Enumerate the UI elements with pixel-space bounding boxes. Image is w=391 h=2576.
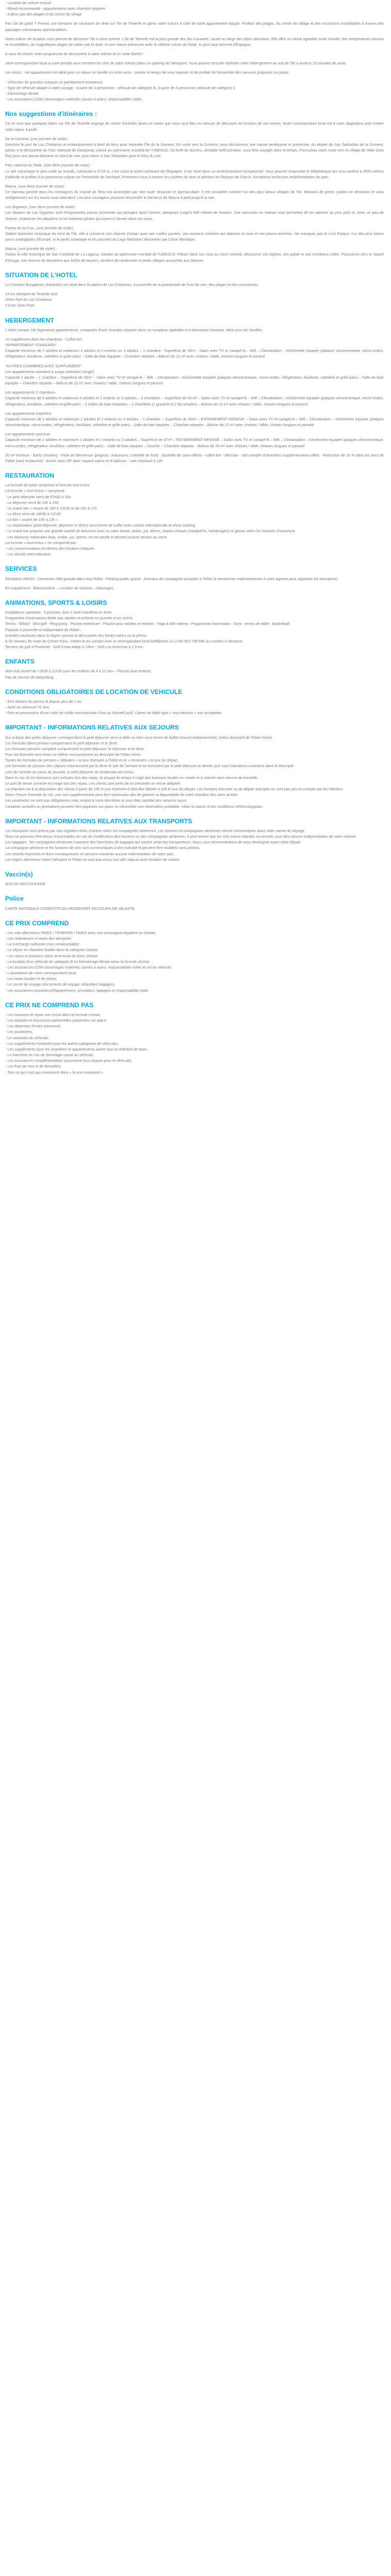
section-title: CONDITIONS OBLIGATOIRES DE LOCATION DE VEHICULE [5, 688, 183, 696]
restauration-line: - Le dîner servi de 18h30 à 21h30 [5, 512, 61, 516]
important-line: Lors de l'arrivée en cours de journée, le petit déjeuner du lendemain est inclus. [5, 769, 135, 774]
prix-ne-comprend-section [5, 1002, 384, 1075]
prix-line: - Tout ce qui n'est pas mentionné dans « le prix comprend ». [5, 1070, 104, 1075]
hebergement-paragraph: Capacité 1 adulte – 1 chambre – Superficie de 35m² – Salon avec TV et canapé-lit – Wifi – Climatisation – Kitchenette équipée (plaques vitrocéramique, micro-ondes, réfrigérateur, bouilloire, cafetière et grille-pain) – Salle de bain équipée – Chambre séparée – Balcon de 12 m² avec chaises / table, chaises longues et parasol [5, 375, 384, 386]
prix-line: - Les dépenses d'ordre personnel, [5, 1024, 61, 1029]
prix-line: - Les boissons et repas non inclus dans la formule choisie, [5, 1012, 102, 1017]
animations-line: Terrains de golf à Proximité : Golf Costa Adeje à 12km - Golf Las Americas à 1,9 km. [5, 645, 144, 649]
hebergement-paragraph: 20 m² terrasse - Early checking - Pack de bienvenue (peignoir, chaussons, corbeille de fruit) - bouteille de cava offerte - coffre-fort - Mini-bar - Set complet d'amenities supplémentaires offert - Réduction de 10 % dans les bars de l'hôtel (sauf restaurant) - Accès sans VIP avec espace calme et lit balinais - Late checkout à 12h [5, 452, 384, 463]
itinerary-section [5, 110, 384, 263]
hebergement-section [5, 317, 384, 464]
important-line: Dans le cas où les boissons sont incluses lors des repas, la plupart du temps il s'agit des boissons locales en carafe et à volonté sans service de bouteille. [5, 775, 258, 780]
itinerary-paragraph: Station balnéaire historique du nord de l'île, elle a conservé son charme d'antan avec ses ruelles pavées, ses maisons colorées aux balcons en bois et ses places animées. Ne manquez pas le Loro Parque, l'un des plus beaux parcs zoologiques d'Europe, ni le jardin botanique et les piscines du Lago Martiánez dessinées par César Manrique. [5, 231, 384, 242]
hebergement-line: *APPARTEMENT STANDARD* [5, 343, 57, 348]
restauration-line: La formule « tout inclus » ne comprend pas : [5, 540, 78, 545]
prix-line: - Le carnet de voyage (documents de voyage, étiquettes bagages), [5, 982, 116, 987]
prix-line: - L'assistance de notre correspondant local, [5, 971, 77, 976]
intro-feature: - Kilométrage illimité [5, 91, 39, 96]
intro-list-item: - Location de voiture incluse [5, 1, 52, 5]
itinerary-heading: Los Gigantes, (une demi journée de visite) : [5, 205, 77, 210]
itinerary-paragraph: Direction le port de Los Cristianos et embarquement à bord du ferry pour rejoindre l'île de la Gomera. En route vers la Gomera, vous découvrirez une nature verdoyante et préservée. Au départ de San Sebastián de la Gomera, partez à la découverte du Parc National de Garajonay, classé au patrimoine mondial de l'UNESCO. Sa forêt de lauriers, véritable forêt primaire, vous fera voyager dans le temps. Poursuivez votre route vers le village de Valle Gran Rey pour une pause déjeuner en bord de mer, puis retour à San Sebastián pour le ferry du soir. [5, 142, 384, 159]
section-title: IMPORTANT - INFORMATIONS RELATIVES AUX SEJOURS [5, 724, 179, 732]
intro-list-item: - Réveil récommandé - Appartements avec chambre séparée [5, 6, 106, 11]
itinerary-heading: Parc national du Teide, (une demi journée de visite) : [5, 163, 92, 168]
intro-feature: - Les assurances CDW (dommages matériels causés à autrui, responsabilité civile) [5, 97, 142, 102]
location-distance: 200m Port de Los Cristianos [5, 297, 52, 302]
animations-line: Tennis - Billard - Mini-golf - Ping-pong - Piscine extérieure - Piscine pour adultes et enfants - Yoga à 500 mètres - Programme d'animation - Gym - tennis de table - Basketball [5, 621, 290, 626]
intro-list [5, 0, 384, 17]
section-title: Police [5, 895, 24, 903]
itinerary-paragraph: Les falaises de Los Gigantes sont d'imposantes parois rocheuses qui plongent dans l'océan, atteignant jusqu'à 600 mètres de hauteur. Une excursion en bateau vous permettra de les admirer au plus près et, avec un peu de chance, d'observer les dauphins et les baleines pilotes qui vivent à l'année dans ces eaux. [5, 210, 384, 221]
restauration-line: - Le bar « ouvert de 10h à 23h » [5, 517, 58, 522]
hebergement-line: Les appartements supérieur [5, 411, 52, 416]
enfants-line: Mini-club ouvert de 13h30 à 21h30 pour les enfants de 4 à 12 ans – Piscine pour enfants. [5, 669, 152, 674]
section-title: IMPORTANT - INFORMATIONS RELATIVES AUX TRANSPORTS [5, 817, 192, 825]
itinerary-heading: De la Gomera, (une journée de visite) : [5, 136, 69, 141]
prix-line: - Les suppléments éventuels pour les autres catégories de véhicules, [5, 1041, 119, 1046]
services-paragraph: Réception 24h/24 - Connexion Wifi gratuite dans tout l'hôtel - Parking public gratuit - Animaux de compagnie acceptés à l'hôtel (à mentionner impérativement à votre agence pour organiser les transports). [5, 576, 338, 581]
hebergement-line: Les appartements 2 chambres [5, 390, 56, 395]
itinerary-paragraph: Visitez la ville historique de San Cristóbal de La Laguna, classée au patrimoine mondial de l'UNESCO. Flânez dans ses rues au tracé colonial, découvrez ses églises, ses palais et ses nombreux cafés. Poursuivez vers le massif d'Anaga, une réserve de biosphère aux forêts de lauriers, sentiers de randonnée et petits villages accrochés aux falaises. [5, 252, 384, 263]
location-paragraph: Le Chiclaire Bungalows (Adrianka) est situé dans la station de Los Cristianos, à proximité de la promenade de front de mer, des plages et des commerces. [5, 282, 259, 287]
important-line: Les trajets aller/retour entre l'aéroport et l'hôtel ne sont pas inclus lors des séjours avec location de voiture. [5, 857, 181, 862]
intro-paragraph: Notre voiture de location vous permet de découvrir l'île à votre rythme. L'île de Tenerife est la plus grande des îles Canaries, située au large des côtes africaines. Elle offre un climat agréable toute l'année, des températures douces et ensoleillées, de magnifiques plages de sable noir et doré, et une nature préservée avec le célèbre volcan du Teide, le plus haut sommet d'Espagne. [5, 36, 384, 47]
prix-line: - Les activités et excursions optionnelles proposées sur place, [5, 1018, 107, 1023]
prix-line: - Les assurances CDW (dommages matériels causés à autrui, responsabilité civile) et vol du véhicule, [5, 964, 172, 970]
itinerary-paragraph: Ce hameau perché dans les montagnes du massif de Teno est accessible par une route sinueuse et spectaculaire. Il est considéré comme l'un des plus beaux villages de l'île. Maisons de pierre, jardins en terrasses et vues vertigineuses sur les ravins vous attendent. Les plus courageux pourront descendre le barranco de Masca à pied jusqu'à la mer. [5, 190, 384, 200]
section-title: CE PRIX NE COMPREND PAS [5, 1001, 94, 1009]
section-title: ANIMATIONS, SPORTS & LOISIRS [5, 599, 107, 606]
itinerary-paragraph: Ce ne sont que quelques idées car l'île de Tenerife regorge de centre d'intérêts divers et variés que vous seul êtes en mesure de découvrir en fonction de vos envies. Notre correspondant local est à votre disposition pour mettre votre séjour à profit. [5, 121, 384, 132]
conditions-section [5, 688, 384, 716]
intro-section [5, 21, 384, 102]
prix-line: - Les suppléments pour les chambres et appartements autres que la chambre de base, [5, 1046, 148, 1052]
hebergement-paragraph: Capacité minimum de 2 adultes et maximum 2 adultes et 2 enfants ou 3 adultes – Superficie de 37m² – ENTIEREMENT RENOVE – Salon avec TV et canapé-lit – Wifi – Climatisation – Kitchenette équipée (plaques vitrocéramique, micro-ondes, réfrigérateur, bouilloire, cafetière et grille-pain) – Salle de bain équipée – Douche – Chambre séparée – Balcon de 20 m² avec chaises / table, chaises longues et parasol [5, 437, 384, 448]
animations-line: Payants à proximité et indépendant de l'hôtel : [5, 627, 82, 632]
animations-line: Programme d'animations dédié aux adultes et enfants en journée et en soirée. [5, 616, 134, 621]
important-line: Toutes les formules de pension « débutent » le jour d'arrivée à l'hôtel et se « terminent » le jour du départ. [5, 758, 178, 763]
prix-line: - Le séjour en chambre double dans la catégorie choisie, [5, 947, 99, 953]
conditions-line: - Avoir au minimum 21 ans. [5, 705, 50, 710]
section-title: HEBERGEMENT [5, 316, 54, 324]
itinerary-heading: Masca, (une journée de visite) : [5, 246, 57, 251]
hebergement-paragraph: Capacité minimum de 2 adultes et maximum 2 adultes et 2 enfants ou 3 adultes – 1 chambre - Superficie de 35m² - Salon avec TV et canapé-lit – Wifi – Climatisation – Kitchenette équipée (plaques vitrocéramique, micro-ondes, réfrigérateur, bouilloire, cafetière et grille-pain) – Salle de bain équipée – Chambre séparée – Balcon de 12 m² avec chaises / table, chaises longues et parasol [5, 348, 384, 359]
hebergement-line: *AUTRES CHAMBRES AVEC SUPPLEMENT* [5, 363, 82, 368]
enfants-line: Pas de service de babysitting. [5, 674, 55, 680]
hebergement-paragraph: L'hôtel compte 192 logements appartements, composés d'une chambre séparée dans un complexe agréable et à dimension humaine, idéal pour les familles. [5, 327, 263, 332]
important-line: Les formules de pension des séjours commencent par le dîner le soir de l'arrivée et se terminent par le petit déjeuner le dernier jour sauf indications contraires dans le descriptif. [5, 764, 295, 769]
services-section [5, 565, 384, 591]
important-line: Sur la base des petits déjeuner, correspondant le petit déjeuner servi à table ou bien sous forme de buffet (nouvel établissement), (selon descriptif de l'hôtel choisi). [5, 735, 273, 740]
animations-section [5, 599, 384, 650]
prix-line: - Les vols aller/retour PARIS / TENERIFE / PARIS avec une compagnie régulière ou charter, [5, 930, 156, 935]
conditions-line: - Etre en possession d'une carte de crédit internationale (Visa ou MasterCard). Cartes de débit type « visa electron » non acceptées. [5, 710, 223, 716]
important-line: Certaines activités ou prestations peuvent être payantes sur place ou nécessiter une réservation préalable, selon la saison et les conditions météorologiques. [5, 804, 264, 809]
prix-line: - La surcharge carburant (non remboursable) [5, 942, 79, 947]
important-line: La chambre est à la disposition des clients à partir de 15h le jour d'arrivée et doit être libérée à 10h le jour du départ. Les horaires d'arrivée ou de départ anticipés ne sont pas pris en compte par les hôteliers. [5, 787, 344, 792]
section-title: CE PRIX COMPREND [5, 919, 69, 927]
prix-line: - La franchise en cas de dommage causé au véhicule, [5, 1053, 94, 1058]
prix-line: - Les repas et boissons selon la formule de base choisie, [5, 953, 99, 958]
intro-paragraph: A vous de choisir votre programme de découverte à votre rythme et en toute liberté ! [5, 52, 144, 57]
important-line: Selon l'heure d'arrivée du vol, une nuit supplémentaire peut être nécessaire afin de garantir la disponibilité de votre chambre dès votre arrivée. [5, 792, 239, 798]
important-line: Les transports sont prévus par vols réguliers et/ou charters selon les compagnies aériennes. Les horaires et compagnies aériennes seront communiqués dans votre carnet de voyage. [5, 828, 305, 833]
important-line: La compagnie aérienne et les horaires de vols sont communiqués à titre indicatif et peuvent être modifiés sans préavis. [5, 845, 201, 851]
hebergement-line: Les appartements standard à usage individuel (single) [5, 369, 94, 374]
itinerary-heading: Masca, (une demi journée de visite) : [5, 183, 66, 189]
vaccins-section [5, 871, 384, 887]
hebergement-paragraph: Capacité minimum de 3 adultes et maximum 4 adultes et 2 enfants ou 5 adultes – 2 chambres – Superficie de 43 m² – Salon avec TV et canapé-lit – Wifi – Climatisation – Kitchenette équipée (plaques vitrocéramique, micro-ondes, réfrigérateur, bouilloire, cafetière et grille-pain) – 2 Salles de bain équipées – 2 chambres (1 grand lit et 2 lits simples) – Balcon de 12 m² avec chaises / table, chaises longues et parasol [5, 396, 384, 406]
location-distance: 2,8 km Siam Park [5, 303, 35, 308]
important-transports-section [5, 818, 384, 862]
police-line: CARTE NATIONALE D'IDENTITE OU PASSEPORT EN COURS DE VALIDITE [5, 906, 135, 911]
important-line: Les formules demi-pension comprennent le petit déjeuner et le dîner. [5, 740, 118, 745]
restauration-line: - Les boissons nationales (eau, sodas, jus, bières, vin en carafe et alcools locaux) servies au verre [5, 534, 167, 539]
prix-line: - La location d'un véhicule de catégorie B en kilométrage illimité selon la formule choisie, [5, 959, 151, 964]
section-title: SERVICES [5, 565, 37, 573]
section-title: SITUATION DE L'HOTEL [5, 271, 78, 279]
police-section [5, 895, 384, 911]
important-line: Nous ne pourrons être tenus responsables en cas de modification des horaires ou des compagnies aériennes. Il peut arriver que les vols soient retardés ou annulés pour des raisons indépendantes de notre volonté. [5, 834, 357, 839]
important-line: Les retards éventuels et leurs conséquences ne peuvent entraîner aucune indemnisation de notre part. [5, 851, 174, 856]
intro-feature: - Type de véhicule adapté à votre voyage : à partir de 3 personnes : véhicule de catégorie B, à partir de 4 personnes véhicule de catégorie C [5, 85, 236, 90]
important-line: Les formules pension complète comprennent le petit déjeuner, le déjeuner et le dîner. [5, 747, 145, 751]
section-title: RESTAURATION [5, 471, 55, 479]
services-line: En supplément : Blanchisserie – Location de voitures – Massages. [5, 585, 115, 590]
document-page [0, 0, 391, 1088]
section-title: Vaccin(s) [5, 870, 33, 878]
important-line: Le port de tenue correcte est exigé lors des repas. Les clients sont priés de se présenter en tenue adaptée. [5, 781, 182, 786]
prix-line: - Les frais de visa et de formalités, [5, 1064, 62, 1069]
intro-paragraph: Les loisirs : cet appartement est idéal pour un séjour en famille ou entre amis - prenez le temps de vous reposer et de profiter de l'ensemble des services proposés sur place. [5, 70, 290, 75]
prix-comprend-section [5, 920, 384, 993]
restauration-line: - Les alcools internationaux. [5, 552, 52, 557]
intro-list-item: - A deux pas des plages et du centre du village [5, 12, 82, 17]
animations-line: A 20 minutes de route du Centre Paris, mettez-le en contact avec le correspondant local Golf@mez ou (+34) 922 735 695 au numéro ci-dessous. [5, 638, 243, 643]
intro-paragraph: Pas sûr de partir ? Prenez une semaine de vacances de rêve sur l'île de Ténérife et garez votre voiture à côté de votre appartement équipé. Profitez des plages, du centre du village et des excursions inoubliables à travers des paysages volcaniques spectaculaires. [5, 21, 384, 32]
prix-line: - Les assurances Assistance/Rapatriement, annulation, bagages et responsabilité civile. [5, 988, 150, 993]
intro-feature: - Véhicules de grandes marques et parfaitement entretenus [5, 79, 103, 84]
animations-line: Installations sportives : 3 piscines, dont 2 sont chauffées en hiver. [5, 610, 113, 615]
important-line: Les pourboires ne sont pas obligatoires mais restent à votre discrétion si vous êtes satisfait des services reçus. [5, 798, 188, 803]
section-title: ENFANTS [5, 658, 35, 666]
prix-line: - Les taxes locales et de séjour, [5, 976, 57, 981]
prix-line: - Les assurances complémentaires (assurance tous risques pour le véhicule), [5, 1058, 133, 1063]
restauration-line: - La restauration (petit déjeuner, déjeuner et dîner) sous forme de buffet avec cuisine internationale et show cooking [5, 523, 196, 528]
prix-line: - Le carburant du véhicule, [5, 1035, 50, 1040]
restauration-line: - Le snack-bar « ouvert de 10h à 12h30 et de 15h à 17h [5, 505, 97, 511]
itinerary-heading: Puerto de la Cruz, (une journée de visite) : [5, 225, 75, 230]
restauration-line: - Le snack bar propose une grande variété de boissons avec ou sans alcool, sodas, jus, bières, snacks chauds (sandwichs, hamburgers) et glaces selon les horaires d'ouverture [5, 529, 295, 534]
restauration-section [5, 472, 384, 557]
conditions-line: - Etre titulaire du permis B depuis plus de 1 an. [5, 699, 83, 704]
location-section [5, 272, 384, 309]
animations-line: Activités nautiques dans la région comme la découverte des fonds marins ou la pêche. [5, 633, 148, 638]
restauration-line: La formule de base comprend la formule tout inclus [5, 483, 90, 488]
prix-line: - Les redevances et taxes des aéroports [5, 936, 72, 941]
location-distance: 13 km Aéroport de Tenerife Sud [5, 292, 57, 297]
vaccins-line: AUCUN VACCIN EXIGE [5, 882, 46, 887]
enfants-section [5, 658, 384, 680]
important-line: Pour les formules tout inclus se référer exclusivement au descriptif de l'hôtel choisi. [5, 752, 142, 757]
prix-line: - Les pourboires, [5, 1029, 33, 1035]
intro-paragraph: Votre correspondant local à votre arrivée vous remettra les clés de votre voiture (dans un parking de l'aéroport). Vous pourrez ensuite rejoindre votre hébergement au sud de l'île à environ 20 minutes de route. [5, 61, 347, 66]
restauration-line: - Le petit déjeuner servi de 07h30 à 10h [5, 494, 71, 499]
itinerary-paragraph: Le site volcanique le plus visité au monde, culminant à 3718 m, c'est aussi le point culminant de l'Espagne. Il est situé dans un environnement exceptionnel. Vous pourrez emprunter le téléphérique qui vous amène à 3555 mètres d'altitude et profiter d'un panorama unique sur l'ensemble de l'archipel. Promenez-vous à travers les coulées de lave et admirez les Roques de García, formations rocheuses emblématiques du parc. [5, 168, 384, 179]
restauration-line: - Le déjeuner servi de 13h à 15h [5, 500, 59, 505]
restauration-line: - Les consommations en dehors des horaires indiqués. [5, 546, 95, 551]
section-title: Nos suggestions d'itinéraires : [5, 110, 97, 118]
hebergement-paragraph: Capacité minimum de 2 adultes et maximum 2 adultes et 2 enfants ou 3 adultes – 1 chambre – Superficie de 35m² – ENTIEREMENT RENOVE – Salon avec TV et canapé-lit – Wifi – Climatisation – Kitchenette équipée (plaques vitrocéramique, micro-ondes, réfrigérateur, bouilloire, cafetière et grille-pain) – Salle de bain équipée – Chambre séparée – Balcon de 12 m² avec chaises / table, chaises longues et parasol [5, 416, 384, 428]
restauration-line: La formule « tout inclus » comprend : [5, 488, 67, 494]
hebergement-line: Les appartements premium [5, 432, 51, 437]
hebergement-line: Un supplément dans les chambres - Coffre-fort [5, 337, 83, 342]
important-line: Les bagages : les compagnies aériennes imposent des franchises de bagages qui varient selon les transporteurs. Nous vous recommandons de vous renseigner avant votre départ. [5, 840, 302, 845]
important-sejours-section [5, 724, 384, 809]
